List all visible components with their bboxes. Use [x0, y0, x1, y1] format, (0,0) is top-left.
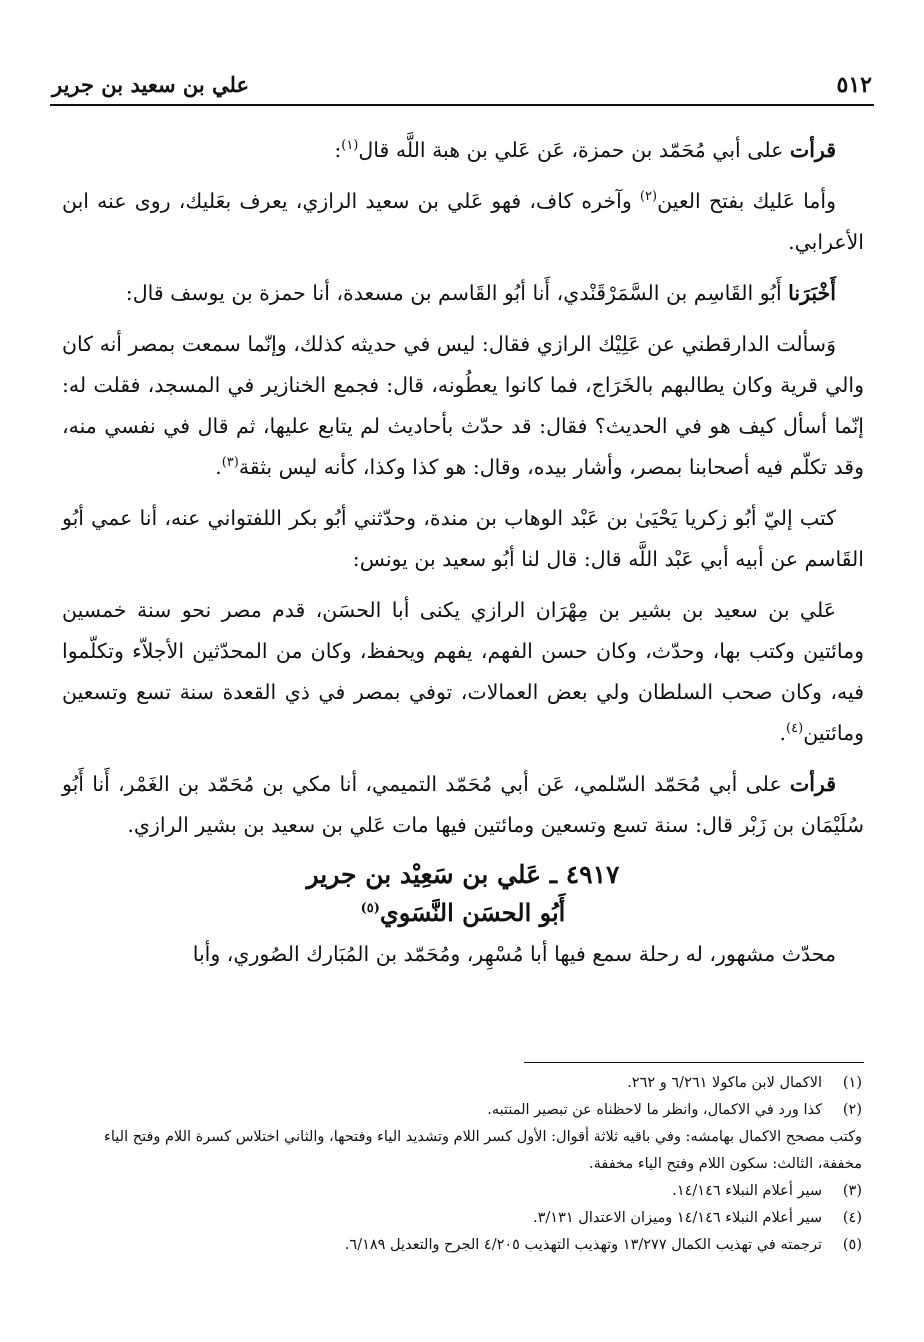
- paragraph-text: وأما عَليك بفتح العين: [657, 189, 836, 213]
- main-text: [62, 130, 864, 985]
- footnote-3: [62, 1178, 862, 1205]
- paragraph-3: [62, 273, 864, 314]
- paragraph-4: [62, 324, 864, 488]
- paragraph-lead: أَخْبَرَنا: [788, 281, 836, 305]
- paragraph-text: على أبي مُحَمّد بن حمزة، عَن عَلي بن هبة اللَّه قال: [358, 138, 790, 162]
- page-header: [50, 68, 874, 106]
- entry-subheading-text: أَبُو الحسَن النَّسَوي: [379, 898, 566, 927]
- footnote-number: (٥): [842, 1237, 862, 1253]
- entry-heading: ٤٩١٧ ـ عَلي بن سَعِيْد بن جرير: [306, 860, 620, 889]
- paragraph-5: [62, 498, 864, 580]
- paragraph-tail: .: [779, 721, 787, 745]
- running-title: علي بن سعيد بن جرير: [52, 72, 249, 97]
- footnote-2-continuation: [62, 1124, 862, 1178]
- paragraph-lead: قرأت: [789, 138, 836, 162]
- footnote-4: [62, 1205, 862, 1232]
- page-number: ٥١٢: [836, 72, 872, 98]
- paragraph-text: عَلي بن سعيد بن بشير بن مِهْرَان الرازي يكنى أبا الحسَن، قدم مصر نحو سنة خمسين ومائتين وكتب بها، وحدّث، وكان حسن الفهم، يفهم ويحفظ، وكان من المحدّثين الأجلاّء وتكلّموا فيه، وكان صحب السلطان ولي بعض العمالات، توفي بمصر في ذي القعدة سنة تسع وتسعين ومائتين: [62, 598, 864, 745]
- footnote-divider: [524, 1062, 864, 1063]
- entry-first-line: [62, 934, 864, 975]
- footnote-number: (٣): [842, 1183, 862, 1199]
- footnote-2: [62, 1097, 862, 1124]
- paragraph-text: أَبُو القَاسِم بن السَّمَرْقَنْدي، أَنا أبُو القَاسم بن مسعدة، أنا حمزة بن يوسف قال:: [125, 281, 789, 305]
- footnote-text: وكتب مصحح الاكمال بهامشه: وفي باقيه ثلاثة أقوال: الأول كسر اللام وتشديد الياء وفتحها، والثاني اختلاس كسرة اللام وفتح الياء مخففة، الثالث: سكون اللام وفتح الياء مخففة.: [104, 1129, 862, 1172]
- footnotes: [62, 1070, 862, 1259]
- footnote-text: كذا ورد في الاكمال، وانظر ما لاحظناه عن تبصير المنتبه.: [487, 1102, 822, 1118]
- paragraph-7: [62, 764, 864, 846]
- footnote-text: سير أعلام النبلاء ١٤/١٤٦.: [672, 1183, 822, 1199]
- paragraph-2: [62, 181, 864, 263]
- paragraph-tail: :: [334, 138, 342, 162]
- footnote-text: سير أعلام النبلاء ١٤/١٤٦ وميزان الاعتدال ٣/١٣١.: [533, 1210, 822, 1226]
- footnote-ref: (٢): [639, 189, 658, 205]
- paragraph-lead: قرأت: [789, 772, 836, 796]
- paragraph-tail: .: [215, 455, 222, 479]
- footnote-text: ترجمته في تهذيب الكمال ١٣/٢٧٧ وتهذيب التهذيب ٤/٢٠٥ الجرح والتعديل ٦/١٨٩.: [344, 1237, 822, 1253]
- paragraph-text: على أبي مُحَمّد السّلمي، عَن أبي مُحَمّد التميمي، أنا مكي بن مُحَمّد بن الغَمْر، أَنا أَبُو سُلَيْمَان بن زَبْر قال: سنة تسع وتسعين ومائتين فيها مات عَلي بن سعيد بن بشير الرازي.: [62, 772, 864, 837]
- footnote-number: (٢): [842, 1102, 862, 1118]
- footnote-ref: (٥): [360, 901, 380, 916]
- footnote-1: [62, 1070, 862, 1097]
- footnote-ref: (٤): [786, 721, 804, 737]
- footnote-text: الاكمال لابن ماكولا ٦/٢٦١ و ٢٦٢.: [627, 1075, 822, 1091]
- paragraph-6: [62, 590, 864, 754]
- footnote-ref: (١): [341, 138, 359, 154]
- paragraph-text: كتب إليّ أبُو زكريا يَحْيَىٰ بن عَبْد الوهاب بن مندة، وحدّثني أبُو بكر اللفتواني عنه، أنا عمي أبُو القَاسم عن أبيه أبي عَبْد اللَّه قال: قال لنا أبُو سعيد بن يونس:: [62, 506, 864, 571]
- footnote-number: (١): [842, 1075, 862, 1091]
- paragraph-text: وَسألت الدارقطني عن عَلِيْك الرازي فقال: ليس في حديثه كذلك، وإنّما سمعت بمصر أنه كان والي قرية وكان يطالبهم بالخَرَاج، فما كانوا يعطُونه، قال: فجمع الخنازير في المسجد، فقلت له: إنّما أسأل كيف هو في الحديث؟ فقال: قد حدّث بأحاديث لم يتابع عليها، ثم قال في نفسي منه، وقد تكلّم فيه أصحابنا بمصر، وأشار بيده، وقال: هو كذا وكذا، كأنه ليس بثقة: [62, 332, 864, 479]
- footnote-ref: (٣): [221, 455, 239, 471]
- footnote-5: [62, 1232, 862, 1259]
- footnote-number: (٤): [842, 1210, 862, 1226]
- entry-subheading: [62, 894, 864, 932]
- paragraph-text: محدّث مشهور، له رحلة سمع فيها أبا مُسْهِر، ومُحَمّد بن المُبَارك الصُوري، وأبا: [192, 942, 836, 966]
- paragraph-tail: وآخره كاف، فهو عَلي بن سعيد الرازي، يعرف بعَليك، روى عنه ابن الأعرابي.: [62, 189, 864, 254]
- paragraph-1: [62, 130, 864, 171]
